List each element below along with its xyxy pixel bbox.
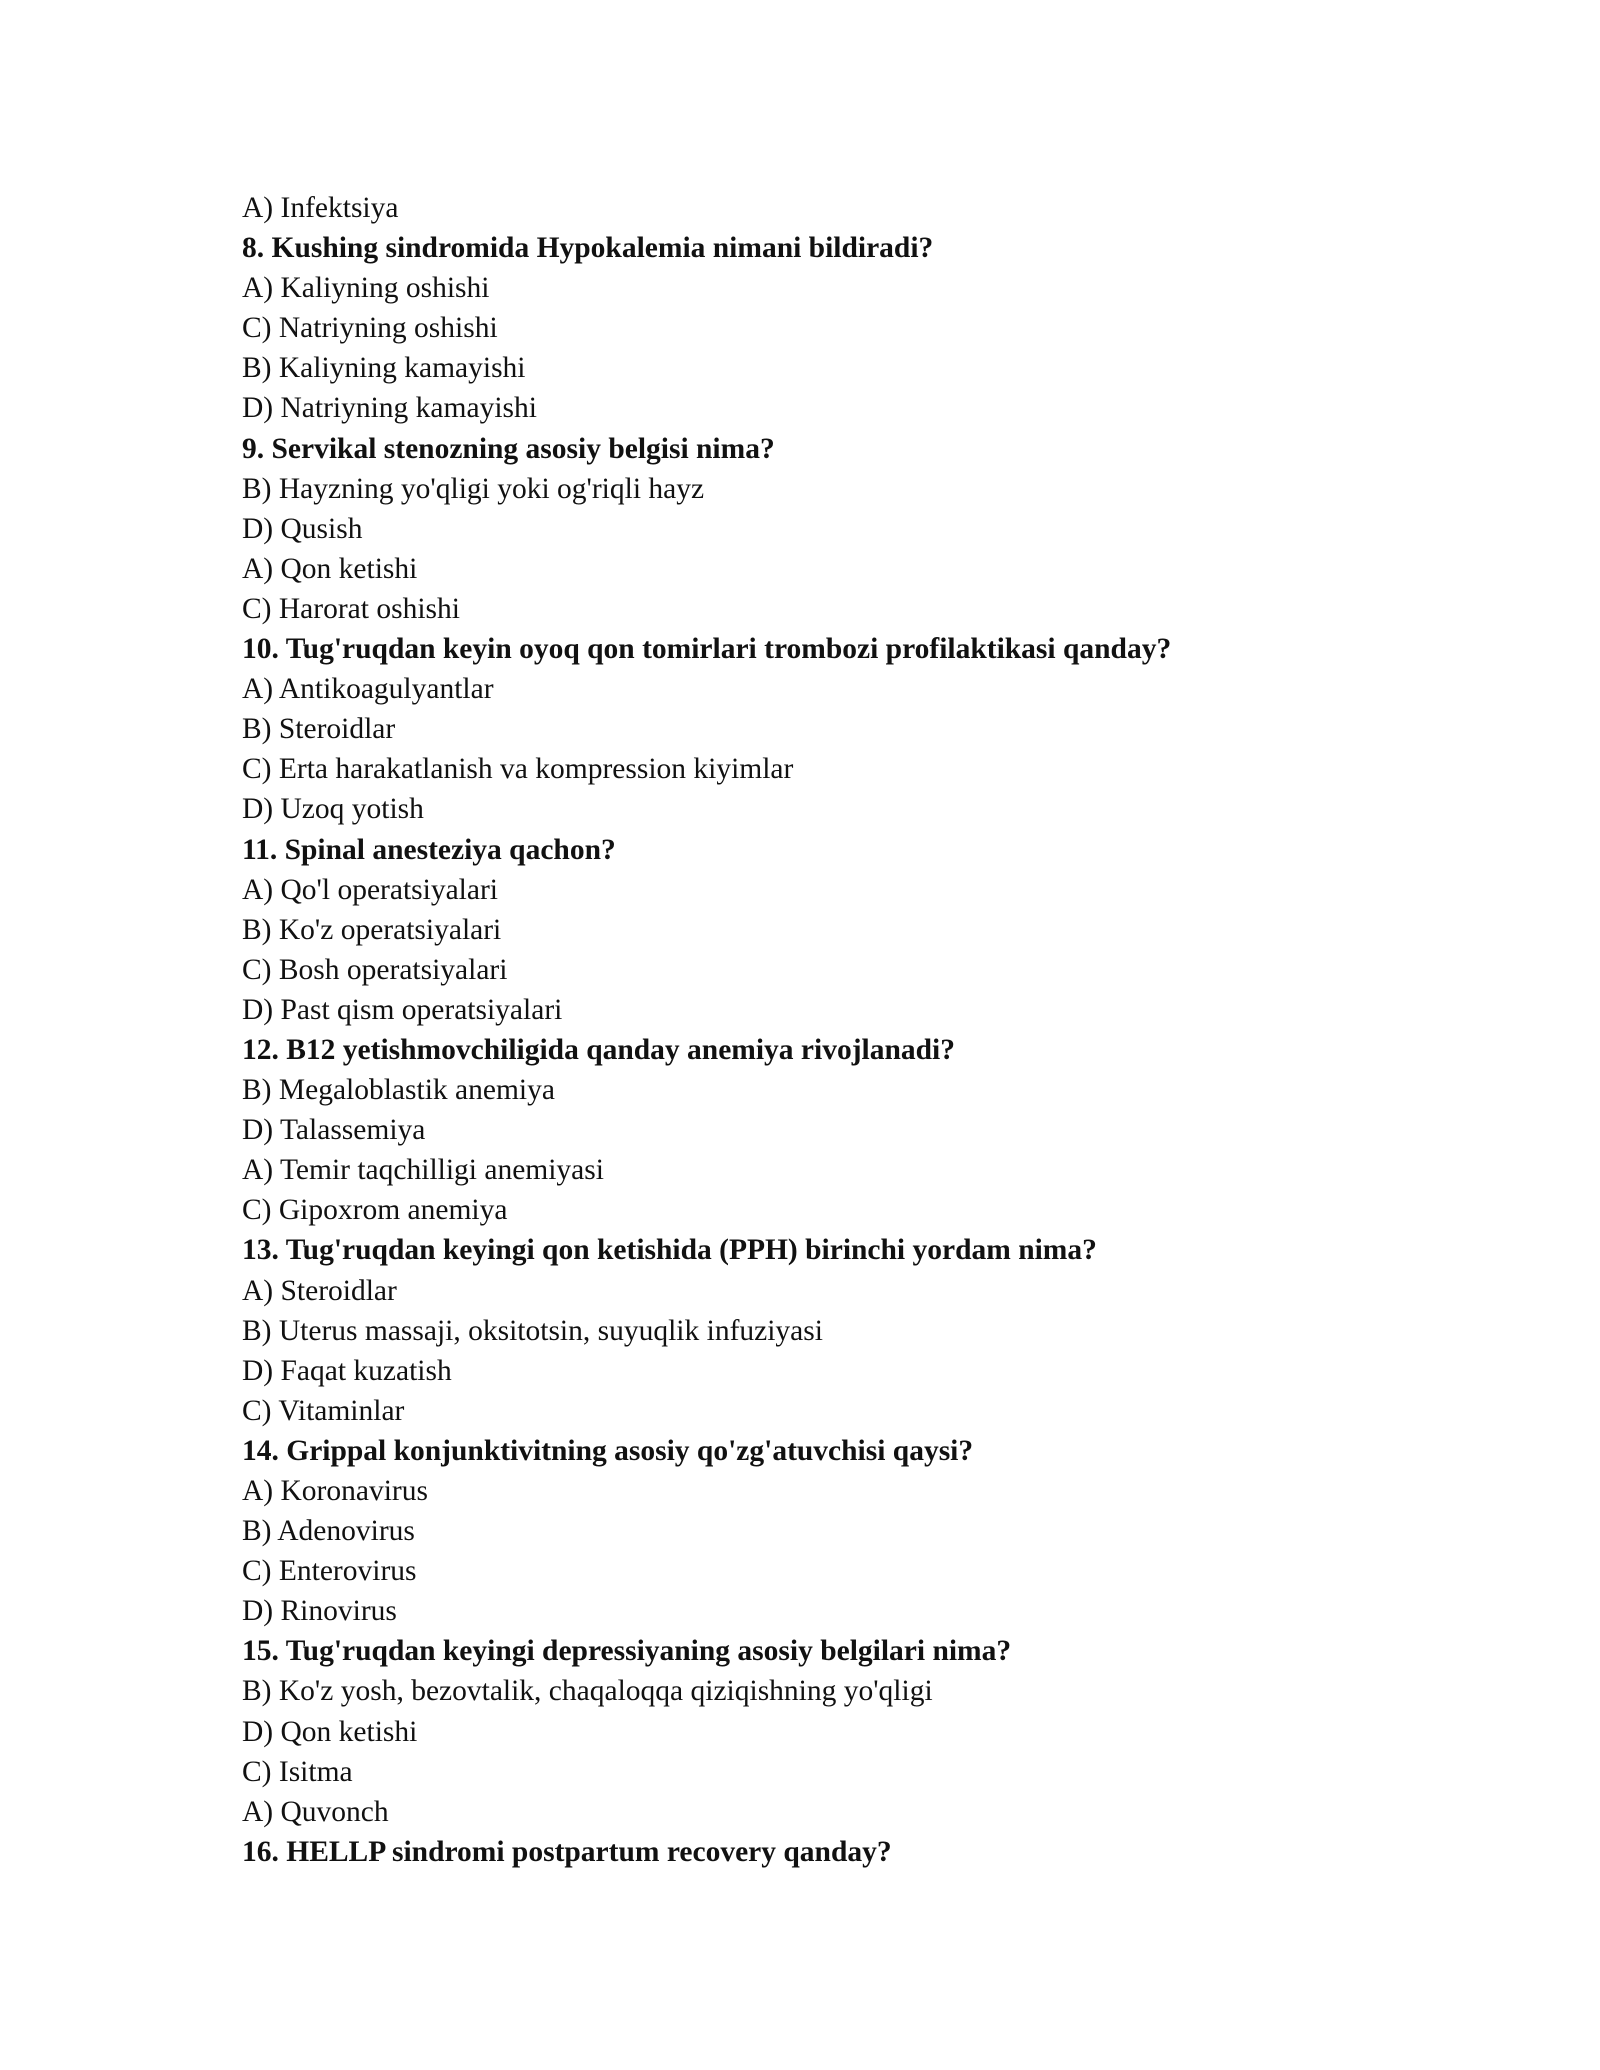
answer-option: A) Antikoagulyantlar: [242, 673, 494, 706]
answer-option: A) Qo'l operatsiyalari: [242, 873, 498, 906]
answer-option: C) Vitaminlar: [242, 1394, 405, 1427]
answer-option: C) Harorat oshishi: [242, 592, 460, 625]
answer-option: A) Qon ketishi: [242, 552, 418, 585]
answer-option: C) Isitma: [242, 1755, 353, 1788]
answer-option: B) Kaliyning kamayishi: [242, 352, 526, 385]
answer-option: A) Temir taqchilligi anemiyasi: [242, 1154, 604, 1187]
answer-option: B) Adenovirus: [242, 1515, 415, 1548]
answer-option: C) Natriyning oshishi: [242, 312, 498, 345]
answer-option: D) Faqat kuzatish: [242, 1354, 452, 1387]
question-title: 15. Tug'ruqdan keyingi depressiyaning asosiy belgilari nima?: [242, 1635, 1012, 1668]
answer-option: C) Erta harakatlanish va kompression kiyimlar: [242, 753, 794, 786]
answer-option: A) Quvonch: [242, 1795, 389, 1828]
answer-option: A) Steroidlar: [242, 1274, 397, 1307]
question-title: 16. HELLP sindromi postpartum recovery qanday?: [242, 1835, 892, 1868]
answer-option: D) Past qism operatsiyalari: [242, 993, 563, 1026]
answer-option: C) Gipoxrom anemiya: [242, 1194, 508, 1227]
question-title: 11. Spinal anesteziya qachon?: [242, 833, 616, 866]
answer-option: B) Megaloblastik anemiya: [242, 1074, 555, 1107]
answer-option: B) Ko'z yosh, bezovtalik, chaqaloqqa qiziqishning yo'qligi: [242, 1675, 933, 1708]
quiz-content: [242, 188, 1442, 1872]
question-title: 10. Tug'ruqdan keyin oyoq qon tomirlari trombozi profilaktikasi qanday?: [242, 633, 1172, 666]
answer-option: B) Hayzning yo'qligi yoki og'riqli hayz: [242, 472, 705, 505]
answer-option: C) Bosh operatsiyalari: [242, 953, 508, 986]
answer-option: B) Ko'z operatsiyalari: [242, 913, 502, 946]
answer-option: A) Koronavirus: [242, 1475, 428, 1507]
answer-option: A) Infektsiya: [242, 192, 399, 224]
answer-option: B) Steroidlar: [242, 713, 396, 746]
answer-option: D) Natriyning kamayishi: [242, 392, 537, 425]
question-title: 12. B12 yetishmovchiligida qanday anemiya rivojlanadi?: [242, 1033, 955, 1066]
question-title: 8. Kushing sindromida Hypokalemia nimani bildiradi?: [242, 232, 934, 265]
answer-option: D) Uzoq yotish: [242, 793, 424, 826]
answer-option: D) Talassemiya: [242, 1114, 426, 1147]
question-title: 9. Servikal stenozning asosiy belgisi nima?: [242, 432, 775, 465]
answer-option: D) Qusish: [242, 512, 363, 545]
question-title: 13. Tug'ruqdan keyingi qon ketishida (PPH) birinchi yordam nima?: [242, 1234, 1097, 1267]
answer-option: C) Enterovirus: [242, 1555, 417, 1588]
answer-option: B) Uterus massaji, oksitotsin, suyuqlik infuziyasi: [242, 1314, 823, 1347]
answer-option: D) Rinovirus: [242, 1595, 397, 1628]
answer-option: A) Kaliyning oshishi: [242, 272, 490, 305]
answer-option: D) Qon ketishi: [242, 1715, 418, 1748]
question-title: 14. Grippal konjunktivitning asosiy qo'zg'atuvchisi qaysi?: [242, 1434, 974, 1467]
